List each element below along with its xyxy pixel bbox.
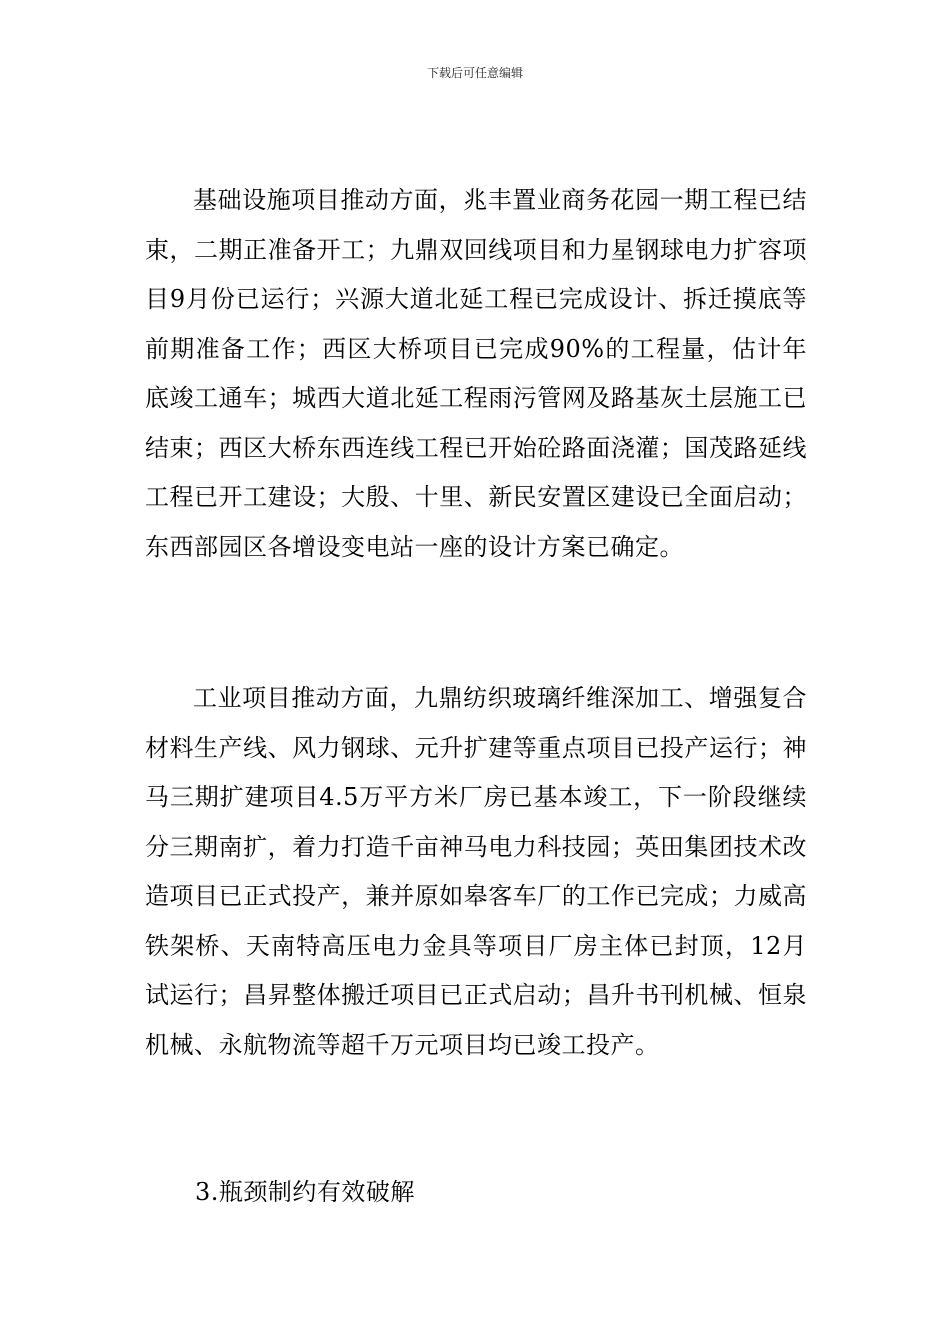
paragraph-industrial: 工业项目推动方面，九鼎纺织玻璃纤维深加工、增强复合材料生产线、风力钢球、元升扩建等重点项目已投产运行；神马三期扩建项目4.5万平方米厂房已基本竣工，下一阶段继续分三期南扩，着力打造千亩神马电力科技园；英田集团技术改造项目已正式投产，兼并原如皋客车厂的工作已完成；力威高铁架桥、天南特高压电力金具等项目厂房主体已封顶，12月试运行；昌昇整体搬迁项目已正式启动；昌升书刊机械、恒泉机械、永航物流等超千万元项目均已竣工投产。 xyxy=(145,684,807,1059)
section-heading: 3.瓶颈制约有效破解 xyxy=(195,1178,415,1206)
paragraph-infrastructure: 基础设施项目推动方面，兆丰置业商务花园一期工程已结束，二期正准备开工；九鼎双回线项目和力星钢球电力扩容项目9月份已运行；兴源大道北延工程已完成设计、拆迁摸底等前期准备工作；西区大桥项目已完成90%的工程量，估计年底竣工通车；城西大道北延工程雨污管网及路基灰土层施工已结束；西区大桥东西连线工程已开始砼路面浇灌；国茂路延线工程已开工建设；大殷、十里、新民安置区建设已全面启动；东西部园区各增设变电站一座的设计方案已确定。 xyxy=(145,186,807,561)
header-note: 下载后可任意编辑 xyxy=(426,66,523,80)
